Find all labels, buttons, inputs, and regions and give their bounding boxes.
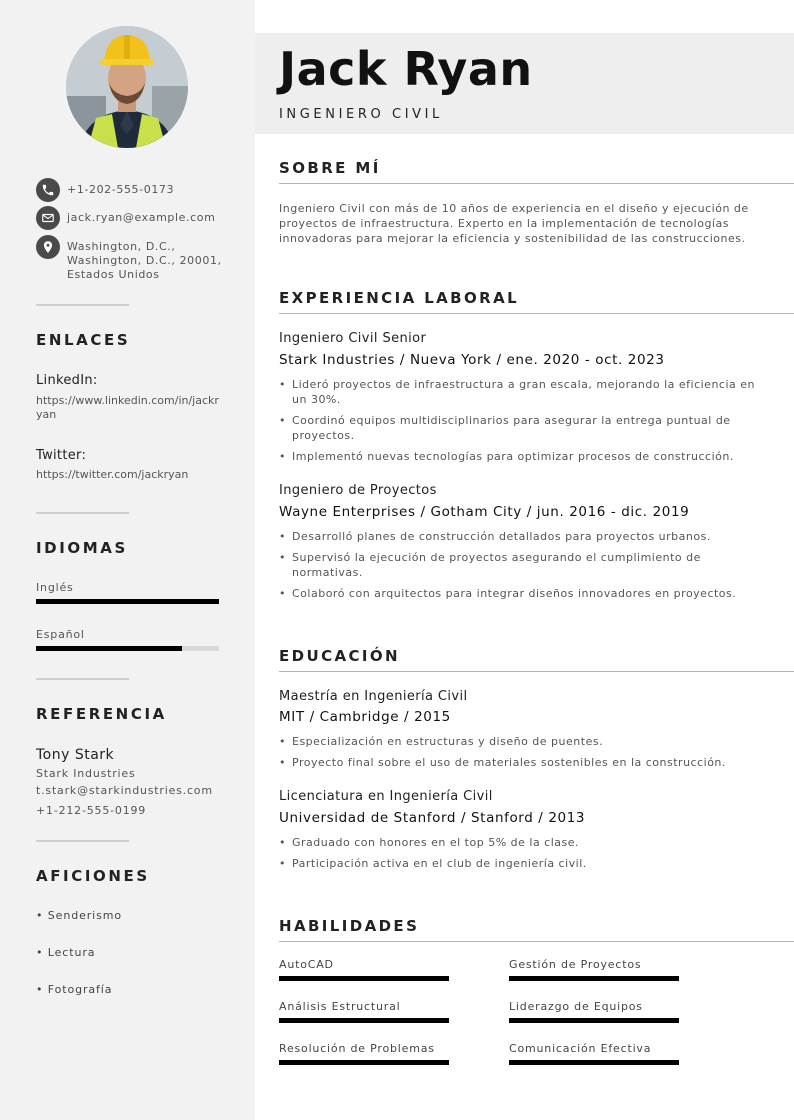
sidebar-divider <box>36 840 129 842</box>
skill-level-bar <box>509 1018 679 1023</box>
skill-name: Análisis Estructural <box>279 1000 401 1013</box>
skill-level-fill <box>509 1060 679 1065</box>
links-heading: ENLACES <box>36 331 131 349</box>
skill-level-bar <box>279 1018 449 1023</box>
language-level-bar <box>36 646 219 651</box>
contact-email <box>36 206 215 230</box>
location-pin-icon <box>36 235 60 259</box>
reference-heading: REFERENCIA <box>36 705 167 723</box>
degree-title: Maestría en Ingeniería Civil <box>279 689 468 704</box>
list-item: • Desarrolló planes de construcción detallados para proyectos urbanos. <box>279 529 769 544</box>
skill-name: Liderazgo de Equipos <box>509 1000 643 1013</box>
address-line-3: Estados Unidos <box>67 268 160 281</box>
list-item: • Implementó nuevas tecnologías para optimizar procesos de construcción. <box>279 449 769 464</box>
list-item: • Lideró proyectos de infraestructura a gran escala, mejorando la eficiencia en un 30%. <box>279 377 769 407</box>
contact-address <box>36 235 222 282</box>
candidate-name: Jack Ryan <box>279 42 533 96</box>
hobbies-heading: AFICIONES <box>36 867 150 885</box>
job-bullets <box>279 529 769 607</box>
language-level-fill <box>36 599 219 604</box>
contact-phone <box>36 178 174 202</box>
skill-name: Resolución de Problemas <box>279 1042 435 1055</box>
list-item: • Supervisó la ejecución de proyectos asegurando el cumplimiento de normativas. <box>279 550 769 580</box>
linkedin-link[interactable]: https://www.linkedin.com/in/jackryan <box>36 394 219 421</box>
skill-level-bar <box>279 1060 449 1065</box>
hobby-item: • Fotografía <box>36 983 113 996</box>
address-line-1: Washington, D.C., <box>67 240 176 253</box>
skill-level-fill <box>279 1060 449 1065</box>
main-content <box>255 0 794 1120</box>
skill-level-fill <box>279 976 449 981</box>
education-heading: EDUCACIÓN <box>279 647 400 665</box>
list-item: • Graduado con honores en el top 5% de la clase. <box>279 835 769 850</box>
languages-heading: IDIOMAS <box>36 539 128 557</box>
candidate-title: INGENIERO CIVIL <box>279 107 443 122</box>
degree-school: MIT / Cambridge / 2015 <box>279 709 451 725</box>
sidebar <box>0 0 255 1120</box>
skill-level-bar <box>509 1060 679 1065</box>
sidebar-divider <box>36 304 129 306</box>
about-text: Ingeniero Civil con más de 10 años de experiencia en el diseño y ejecución de proyectos de infraestructura. Experto en la implementación de tecnologías innovadoras para mejorar la eficiencia y sostenibilidad de las construcciones. <box>279 202 749 245</box>
twitter-label: Twitter: <box>36 448 87 463</box>
hobby-item: • Lectura <box>36 946 96 959</box>
section-rule <box>279 183 794 184</box>
twitter-link[interactable]: https://twitter.com/jackryan <box>36 468 189 481</box>
skill-level-fill <box>509 976 679 981</box>
language-name: Inglés <box>36 581 74 594</box>
reference-name: Tony Stark <box>36 747 115 763</box>
list-item: • Coordinó equipos multidisciplinarios para asegurar la entrega puntual de proyectos. <box>279 413 769 443</box>
phone-icon <box>36 178 60 202</box>
reference-company: Stark Industries <box>36 767 136 780</box>
email-address: jack.ryan@example.com <box>67 211 216 224</box>
phone-number: +1-202-555-0173 <box>67 183 175 196</box>
experience-heading: EXPERIENCIA LABORAL <box>279 289 520 307</box>
profile-photo <box>66 26 188 148</box>
skills-heading: HABILIDADES <box>279 917 420 935</box>
section-rule <box>279 671 794 672</box>
sidebar-divider <box>36 512 129 514</box>
skill-name: Comunicación Efectiva <box>509 1042 652 1055</box>
mail-icon <box>36 206 60 230</box>
section-rule <box>279 313 794 314</box>
sidebar-divider <box>36 678 129 680</box>
language-name: Español <box>36 628 85 641</box>
list-item: • Participación activa en el club de ingeniería civil. <box>279 856 769 871</box>
list-item: • Colaboró con arquitectos para integrar diseños innovadores en proyectos. <box>279 586 769 601</box>
degree-school: Universidad de Stanford / Stanford / 2013 <box>279 810 586 826</box>
linkedin-label: LinkedIn: <box>36 373 98 388</box>
job-title: Ingeniero Civil Senior <box>279 331 427 346</box>
address-line-2: Washington, D.C., 20001, <box>67 254 222 267</box>
degree-title: Licenciatura en Ingeniería Civil <box>279 789 493 804</box>
reference-email: t.stark@starkindustries.com <box>36 784 213 797</box>
reference-phone: +1-212-555-0199 <box>36 804 147 817</box>
skill-level-fill <box>279 1018 449 1023</box>
degree-bullets <box>279 734 769 776</box>
skill-level-bar <box>279 976 449 981</box>
job-company-dates: Stark Industries / Nueva York / ene. 2020 - oct. 2023 <box>279 352 665 368</box>
hobby-item: • Senderismo <box>36 909 123 922</box>
language-level-bar <box>36 599 219 604</box>
skill-level-fill <box>509 1018 679 1023</box>
skill-level-bar <box>509 976 679 981</box>
degree-bullets <box>279 835 769 877</box>
about-heading: SOBRE MÍ <box>279 159 381 177</box>
job-company-dates: Wayne Enterprises / Gotham City / jun. 2016 - dic. 2019 <box>279 504 690 520</box>
skill-name: Gestión de Proyectos <box>509 958 642 971</box>
language-level-fill <box>36 646 182 651</box>
skill-name: AutoCAD <box>279 958 334 971</box>
list-item: • Proyecto final sobre el uso de materiales sostenibles en la construcción. <box>279 755 769 770</box>
section-rule <box>279 941 794 942</box>
job-title: Ingeniero de Proyectos <box>279 483 437 498</box>
job-bullets <box>279 377 769 470</box>
list-item: • Especialización en estructuras y diseño de puentes. <box>279 734 769 749</box>
